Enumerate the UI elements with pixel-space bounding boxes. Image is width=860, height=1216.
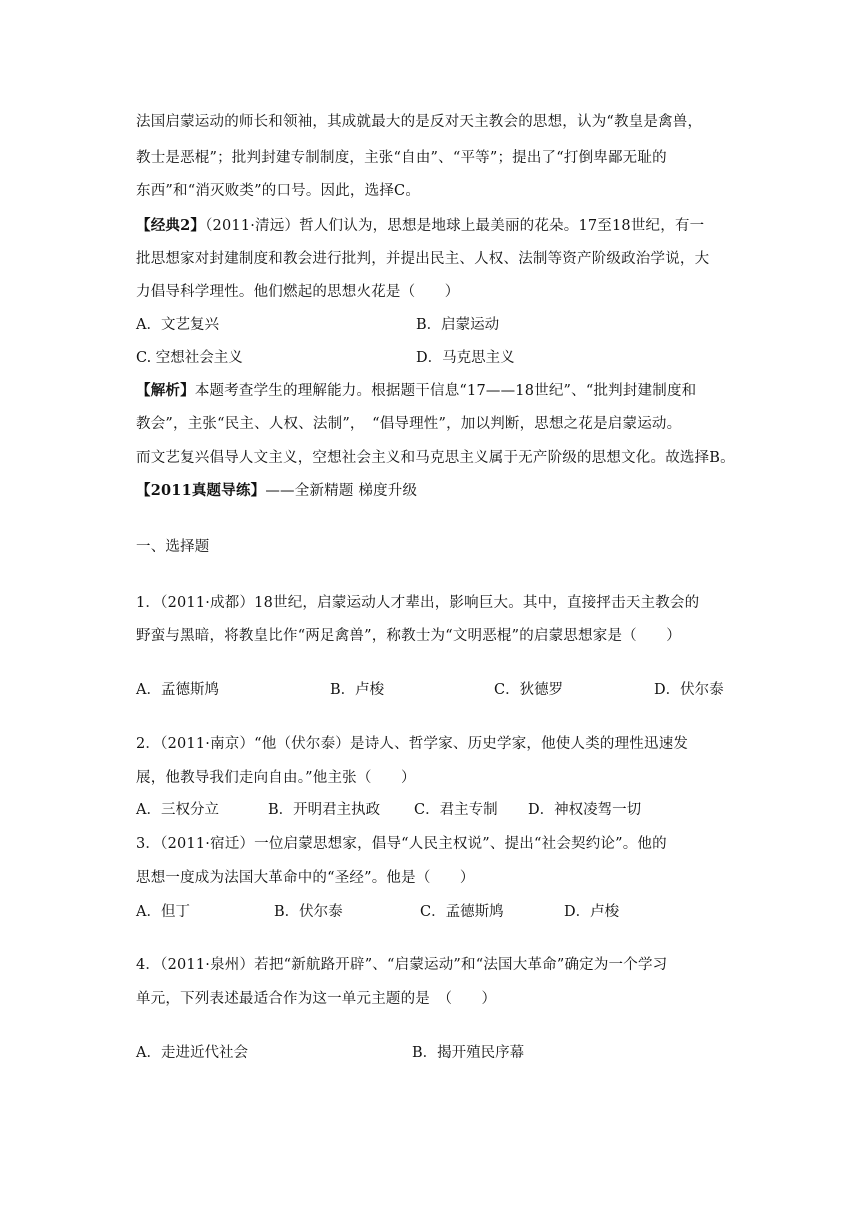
question-2-line: 2．（2011·南京）“他（伏尔泰）是诗人、哲学家、历史学家，他使人类的理性迅速发 xyxy=(136,736,689,752)
option-b: B．启蒙运动 xyxy=(416,317,500,333)
q1-option-c: C．狄德罗 xyxy=(494,682,564,698)
section-title: 一、选择题 xyxy=(136,539,210,555)
classic-2-label: 【经典2】 xyxy=(136,217,206,234)
q3-option-b: B．伏尔泰 xyxy=(274,904,343,920)
question-4-line: 4．（2011·泉州）若把“新航路开辟”、“启蒙运动”和“法国大革命”确定为一个学习 xyxy=(136,957,668,973)
text-line: 单元，下列表述最适合作为这一单元主题的是 （ ） xyxy=(136,991,497,1007)
option-a: A．文艺复兴 xyxy=(136,317,219,333)
q3-option-c: C．孟德斯鸠 xyxy=(420,904,504,920)
question-1-line: 1．（2011·成都）18世纪，启蒙运动人才辈出，影响巨大。其中，直接抨击天主教会的 xyxy=(136,595,700,611)
text-line: 野蛮与黑暗，将教皇比作“两足禽兽”，称教士为“文明恶棍”的启蒙思想家是（ ） xyxy=(136,628,681,644)
text-line: 教士是恶棍”；批判封建专制制度，主张“自由”、“平等”；提出了“打倒卑鄙无耻的 xyxy=(136,150,667,166)
text-line: 批思想家对封建制度和教会进行批判，并提出民主、人权、法制等资产阶级政治学说，大 xyxy=(136,251,710,267)
text-line: 力倡导科学理性。他们燃起的思想火花是（ ） xyxy=(136,284,460,300)
q2-option-d: D．神权凌驾一切 xyxy=(528,802,642,818)
q3-option-a: A．但丁 xyxy=(136,904,190,920)
text-span: （2011·清远）哲人们认为，思想是地球上最美丽的花朵。17至18世纪，有一 xyxy=(205,218,705,234)
text-line: 而文艺复兴倡导人文主义，空想社会主义和马克思主义属于无产阶级的思想文化。故选择B。 xyxy=(136,450,735,466)
option-d: D．马克思主义 xyxy=(416,350,515,366)
question-3-line: 3．（2011·宿迁）一位启蒙思想家，倡导“人民主权说”、提出“社会契约论”。他的 xyxy=(136,836,667,852)
text-line: 展，他教导我们走向自由。”他主张（ ） xyxy=(136,770,416,786)
q2-option-c: C．君主专制 xyxy=(414,802,498,818)
q1-option-d: D．伏尔泰 xyxy=(654,682,724,698)
classic-2-question-line xyxy=(136,216,704,236)
q4-option-b: B．揭开殖民序幕 xyxy=(412,1045,525,1061)
q2-option-a: A．三权分立 xyxy=(136,802,219,818)
practice-label: 【2011真题导练】 xyxy=(136,482,266,499)
text-span: 本题考查学生的理解能力。根据题干信息“17——18世纪”、“批判封建制度和 xyxy=(194,383,697,399)
analysis-line xyxy=(136,381,696,401)
practice-heading xyxy=(136,481,417,501)
q1-option-b: B．卢梭 xyxy=(330,682,385,698)
analysis-label: 【解析】 xyxy=(136,382,195,399)
text-line: 法国启蒙运动的师长和领袖，其成就最大的是反对天主教会的思想，认为“教皇是禽兽， xyxy=(136,114,703,130)
option-c: C. 空想社会主义 xyxy=(136,350,243,366)
q2-option-b: B．开明君主执政 xyxy=(268,802,381,818)
q1-option-a: A．孟德斯鸠 xyxy=(136,682,219,698)
text-line: 教会”，主张“民主、人权、法制”， “倡导理性”，加以判断，思想之花是启蒙运动。 xyxy=(136,416,682,432)
text-line: 东西”和“消灭败类”的口号。因此，选择C。 xyxy=(136,183,421,199)
text-span: ——全新精题 梯度升级 xyxy=(265,483,418,499)
text-line: 思想一度成为法国大革命中的“圣经”。他是（ ） xyxy=(136,870,475,886)
q4-option-a: A．走进近代社会 xyxy=(136,1045,248,1061)
q3-option-d: D．卢梭 xyxy=(564,904,620,920)
